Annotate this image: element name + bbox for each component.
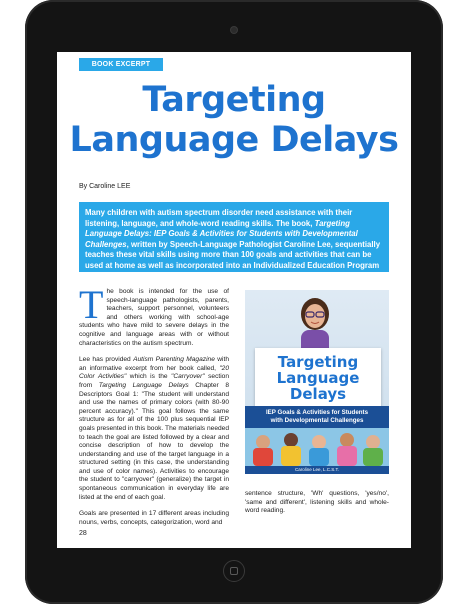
paragraph-3: Goals are presented in 17 different areas including nouns, verbs, concepts, categorization, word and (79, 510, 229, 526)
p2-book-name: Targeting Language Delays (98, 381, 189, 389)
home-square-icon (230, 567, 238, 575)
p2-text-c: which is the (126, 373, 171, 381)
p2-text-e: Chapter 8 Descriptors Goal 1: "The student will understand and use the names of primary colors (with 80-90 percent accuracy)." This goal follows the same structure as for all of the 100 plus sequential IEP goals presented in this book. The materials needed to teach the goal are listed followed by a clear and concise description of how to develop the understanding and use of the target language in a structured setting (in this case, the understanding and use of color names). Activities to encourage the student to "carryover" (generalize) the target in spontaneous communication in everyday life are listed at the end of each goal. (79, 381, 229, 501)
cover-title-line-2: Language (276, 369, 360, 387)
p2-section-name: "Carryover" (171, 373, 205, 381)
paragraph-1-text: he book is intended for the use of speech-language pathologists, parents, teachers, support personnel, volunteers and others working with school-age students who have mild to severe delays in the cognitive and language areas with or without characteristics on the autism spectrum. (79, 288, 229, 347)
intro-text-1: Many children with autism spectrum disorder need assistance with their listening, language, and whole-word reading skills. The book, (85, 208, 353, 228)
p2-text-b: with an informative excerpt from her book called, (79, 356, 229, 372)
byline: By Caroline LEE (79, 183, 131, 190)
cover-author: Caroline Lee, L.C.S.T. (245, 466, 389, 474)
title-line-1: Targeting (142, 80, 326, 120)
cover-subtitle-line-2: with Developmental Challenges (270, 417, 364, 424)
tablet-device (25, 0, 443, 604)
page-number: 28 (79, 530, 87, 537)
drop-cap: T (79, 282, 104, 327)
home-button[interactable] (223, 560, 245, 582)
camera-icon (231, 27, 237, 33)
p2-activity-name: "20 Color Activities" (79, 364, 229, 381)
paragraph-2 (79, 356, 229, 502)
left-column (79, 282, 229, 535)
p2-magazine-name: Autism Parenting Magazine (133, 356, 215, 364)
article-title (57, 80, 411, 160)
title-line-2: Language Delays (69, 120, 399, 160)
cover-title-line-3: Delays (289, 385, 347, 403)
intro-text-2: , written by Speech-Language Pathologist Caroline Lee, sequentially teaches these vital skills using more than 100 goals and activities that can be used at home as well as incorporated into an Individualized Education Program (IEP). (85, 239, 381, 281)
intro-paragraph (79, 202, 389, 281)
book-cover-image (245, 290, 389, 474)
cover-title (255, 348, 381, 402)
screen (57, 52, 411, 548)
paragraph-1 (79, 282, 229, 348)
right-column-text: sentence structure, 'Wh' questions, 'yes/no', 'same and different', listening skills and whole-word reading. (245, 490, 389, 515)
p2-text-a: Lee has provided (79, 356, 134, 364)
intro-book-title: Targeting Language Delays: IEP Goals & Activities for Students with Developmental Challenges (85, 218, 358, 249)
children-photo (245, 428, 389, 466)
cover-title-line-1: Targeting (277, 353, 359, 371)
cover-subtitle (245, 406, 389, 428)
p2-text-d: section from (79, 373, 229, 389)
cover-subtitle-line-1: IEP Goals & Activities for Students (265, 409, 369, 416)
section-label: BOOK EXCERPT (79, 58, 163, 71)
cover-title-card (255, 348, 381, 412)
